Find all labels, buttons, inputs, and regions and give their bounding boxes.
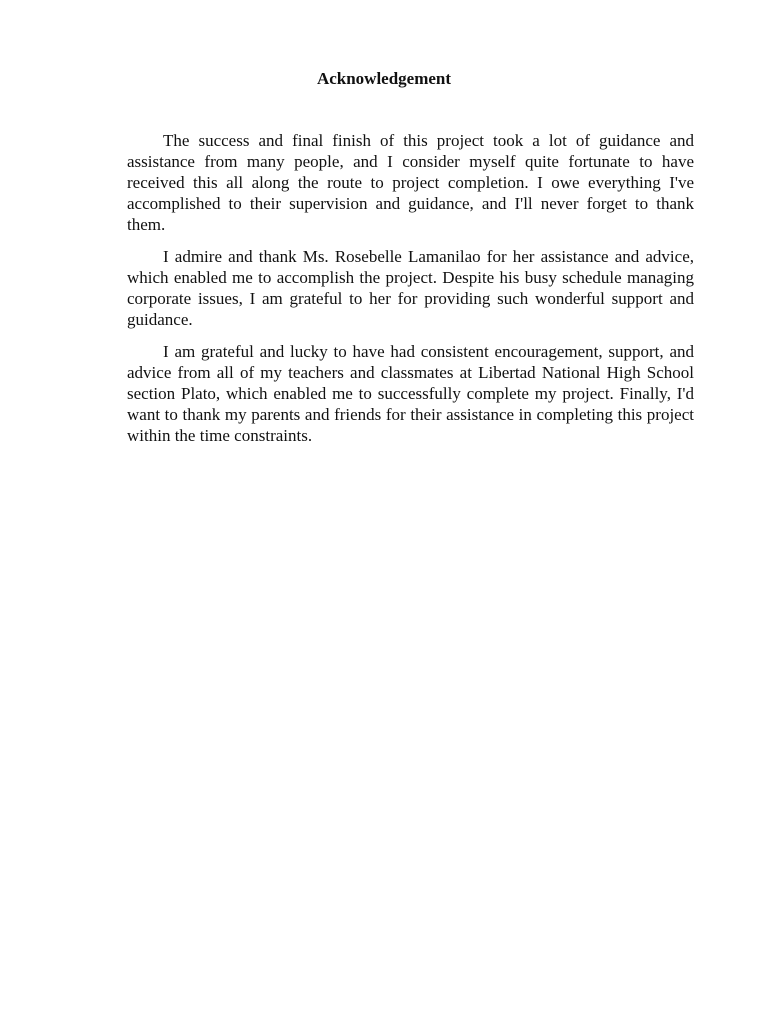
paragraph-2: I admire and thank Ms. Rosebelle Lamanilao for her assistance and advice, which enabled me to accomplish the project. Despite his busy schedule managing corporate issues, I am grateful to her for providing such wonderful support and guidance. — [127, 247, 694, 329]
paragraph-1: The success and final finish of this project took a lot of guidance and assistance from many people, and I consider myself quite fortunate to have received this all along the route to project completion. I owe everything I've accomplished to their supervision and guidance, and I'll never forget to thank them. — [127, 131, 694, 234]
document-body — [127, 130, 694, 457]
page-title: Acknowledgement — [316, 69, 452, 88]
paragraph-3: I am grateful and lucky to have had consistent encouragement, support, and advice from all of my teachers and classmates at Libertad National High School section Plato, which enabled me to successfully complete my project. Finally, I'd want to thank my parents and friends for their assistance in completing this project within the time constraints. — [127, 342, 694, 445]
